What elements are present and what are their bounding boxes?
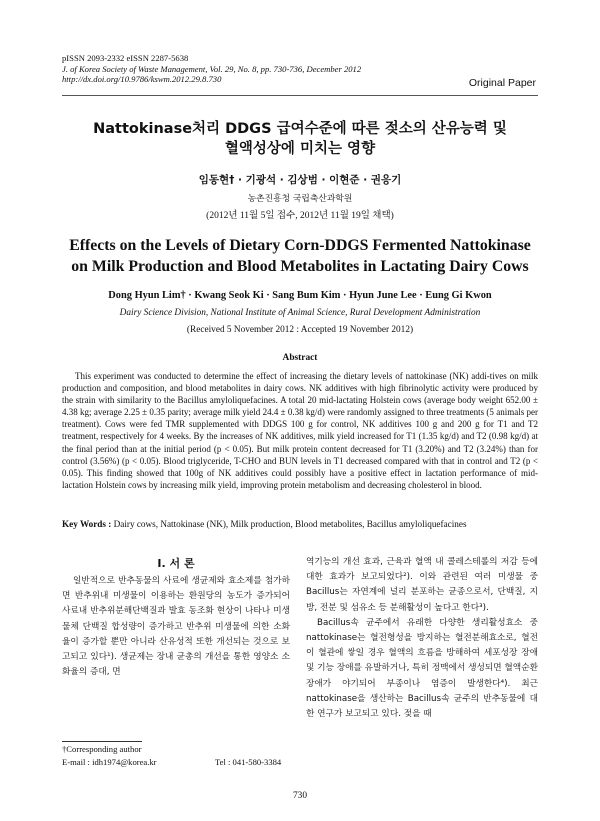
korean-dates: (2012년 11월 5일 접수, 2012년 11월 19일 채택) xyxy=(206,211,394,221)
korean-title-line1: Nattokinase처리 DDGS 급여수준에 따른 젖소의 산유능력 및 xyxy=(93,121,507,137)
korean-affiliation: 농촌진흥청 국립축산과학원 xyxy=(247,194,353,204)
english-authors: Dong Hyun Lim† · Kwang Seok Ki · Sang Bum Kim · Hyun June Lee · Eung Gi Kwon xyxy=(108,290,492,301)
english-title-line2: on Milk Production and Blood Metabolites in Lactating Dairy Cows xyxy=(71,258,529,275)
english-title-line1: Effects on the Levels of Dietary Corn-DDGS Fermented Nattokinase xyxy=(69,237,531,254)
body-column-right xyxy=(306,555,538,722)
keywords xyxy=(62,519,538,529)
section-heading: I. 서 론 xyxy=(157,557,195,570)
abstract-heading: Abstract xyxy=(282,353,318,363)
english-affiliation: Dairy Science Division, National Institute of Animal Science, Rural Development Administration xyxy=(119,308,481,318)
header-rule xyxy=(62,95,538,96)
korean-authors: 임동현† · 기광석 · 김상범 · 이현준 · 권응기 xyxy=(198,174,402,186)
journal-citation: J. of Korea Society of Waste Management, Vol. 29, No. 8, pp. 730-736, December 2012 xyxy=(62,63,362,74)
footnote-rule xyxy=(62,741,142,742)
footnote-email: E-mail : idh1974@korea.kr xyxy=(62,757,157,767)
korean-title xyxy=(40,119,560,159)
english-title xyxy=(40,235,560,277)
intro-paragraph-1: 일반적으로 반추동물의 사료에 생균제와 효소제를 첨가하면 반추위내 미생물이 이용하는 환원당의 농도가 증가되어 사료내 반추위분해단백질과 발효 동조화 현상이 나타나 미생물체 단백질 합성량이 증가하고 반추위 미생물에 의한 소화율이 증가할 뿐만 아니라 산유성적 또한 개선되는 것으로 보고되고 있다¹). 생균제는 장내 균총의 개선을 통한 영양소 소화율의 증대, 면 xyxy=(62,576,290,678)
body-column-left xyxy=(62,574,290,680)
abstract-text: This experiment was conducted to determine the effect of increasing the dietary levels of nattokinase (NK) addi-tives on milk production and composition, and blood metabolites in dairy cows. NK additives with high fibrinolytic activity were produced by the strain with similarity to the Bacillus amyloliquefacines. A total 20 mid-lactating Holstein cows (average body weight 652.00 ± 4.38 kg; average 2.25 ± 0.35 parity; average milk yield 24.4 ± 0.38 kg/d) were randomly assigned to three treatments (5 animals per treatment). Cows were fed TMR supplemented with DDGS 100 g for control, NK additives 100 g and 200 g for T1 and T2 treatment, respectively for 4 weeks. By the increases of NK additives, milk yield increased for T1 (1.35 kg/d) and T2 (0.98 kg/d) at the final period than at the initial period (p < 0.05). But milk protein content decreased for T1 (3.20%) and T2 (3.24%) than for control (3.56%) (p < 0.05). Blood triglyceride, T-CHO and BUN levels in T1 decreased compared with that in control and T2 (p < 0.05). This finding showed that 100g of NK additives could possibly have a positive effect in lactation performance of mid-lactation Holstein cows by increasing milk yield, improving protein metabolism and decreasing cholesterol in blood. xyxy=(62,371,538,490)
page-number: 730 xyxy=(292,791,308,801)
keywords-label: Key Words : xyxy=(62,519,112,529)
paper-type: Original Paper xyxy=(468,77,536,89)
footnote-tel: Tel : 041-580-3384 xyxy=(215,757,282,767)
footnote-corresponding: †Corresponding author xyxy=(62,744,142,754)
doi-link[interactable]: http://dx.doi.org/10.9786/kswm.2012.29.8.730 xyxy=(62,74,222,85)
keywords-text: Dairy cows, Nattokinase (NK), Milk production, Blood metabolites, Bacillus amyloliquefacines xyxy=(113,519,467,529)
intro-paragraph-1-cont: 역기능의 개선 효과, 근육과 혈액 내 콜레스테롤의 저감 등에 대한 효과가 보고되었다²). 이와 관련된 여러 미생물 중 Bacillus는 자연계에 널리 분포하는 균종으로서, 단백질, 지방, 전분 및 섬유소 등 분해활성이 높다고 한다³). xyxy=(306,557,538,613)
korean-title-line2: 혈액성상에 미치는 영향 xyxy=(224,141,376,157)
journal-header xyxy=(62,53,361,85)
intro-paragraph-2: Bacillus속 균주에서 유래한 다양한 생리활성효소 중 nattokinase는 혈전형성을 방지하는 혈전분해효소로, 혈전이 혈관에 쌓일 경우 혈액의 흐름을 방해하여 세포성장 장애 및 기능 장애를 유발하거나, 특히 정맥에서 생성되면 혈액순환장애가 야기되어 부종이나 염증이 발생한다⁴). 최근 nattokinase을 생산하는 Bacillus속 균주의 반추동물에 대한 연구가 보고되고 있다. 젖을 때 xyxy=(306,617,538,720)
issn: pISSN 2093-2332 eISSN 2287-5638 xyxy=(62,53,189,63)
english-dates: (Received 5 November 2012 : Accepted 19 November 2012) xyxy=(186,325,414,335)
